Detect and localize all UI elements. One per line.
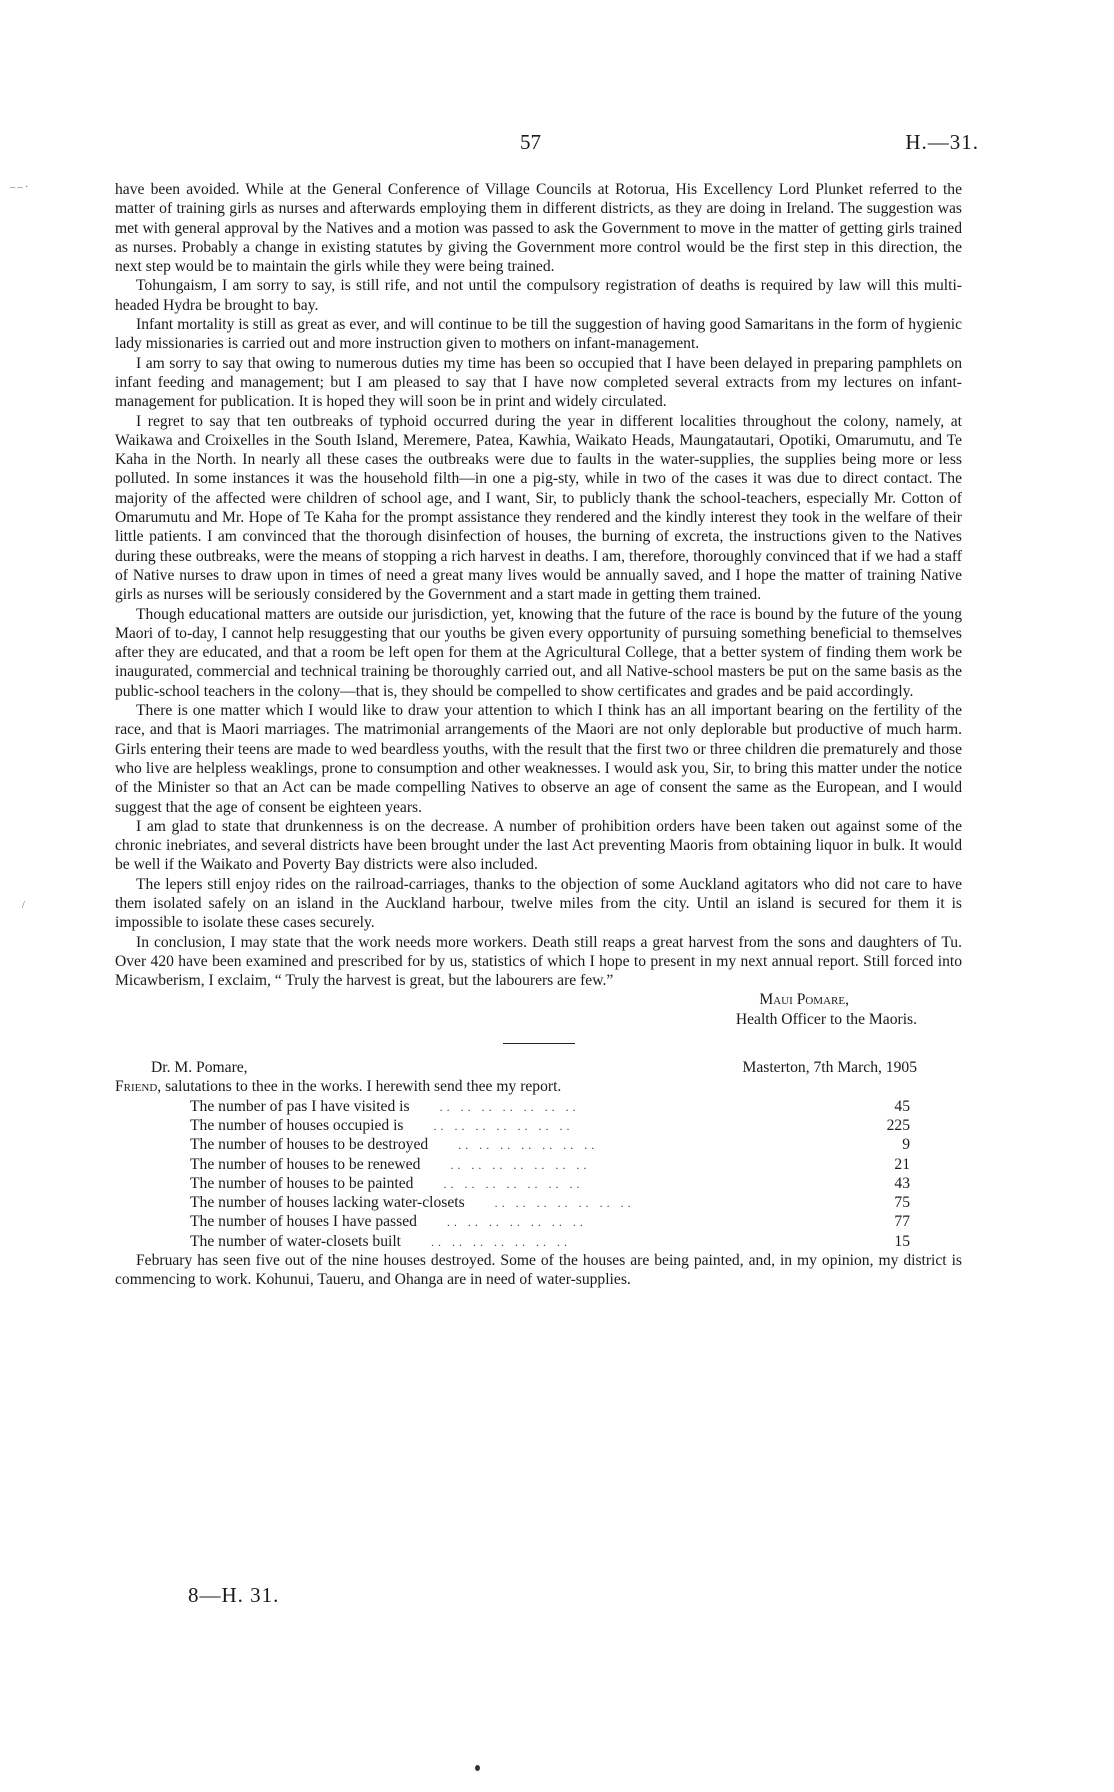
page-number: 57: [520, 130, 541, 154]
stat-label: The number of houses to be destroyed: [190, 1136, 429, 1154]
stat-label: The number of houses to be renewed: [190, 1155, 421, 1173]
stat-value: 21: [894, 1155, 910, 1173]
document-reference: H.—31.: [905, 130, 979, 154]
stat-value: 43: [894, 1174, 910, 1192]
signature-title: Health Officer to the Maoris.: [735, 1010, 917, 1028]
stat-label: The number of houses occupied is: [190, 1116, 404, 1134]
leader-dots: .. .. .. .. .. .. ..: [443, 1176, 584, 1191]
closing-paragraph: February has seen five out of the nine houses destroyed. Some of the houses are being painted, and, in my opinion, my district is commencing to work. Kohunui, Taueru, and Ohanga are in need of water-supplies.: [115, 1252, 962, 1289]
stat-value: 15: [894, 1232, 910, 1250]
greeting-word: Friend,: [115, 1078, 162, 1096]
letter-place-date: Masterton, 7th March, 1905: [742, 1059, 917, 1077]
stat-value: 75: [894, 1194, 910, 1212]
letter-recipient: Dr. M. Pomare,: [151, 1059, 248, 1077]
stat-row: [190, 1212, 910, 1231]
letter-greeting: [115, 1077, 962, 1096]
stat-value: 225: [886, 1116, 910, 1134]
paragraph: have been avoided. While at the General Conference of Village Councils at Rotorua, His Excellency Lord Plunket referred to the matter of training girls as nurses and afterwards employing them in different districts, as they are doing in Ireland. The suggestion was met with general approval by the Natives and a motion was passed to ask the Government to move in the matter of getting girls trained as nurses. Probably a change in existing statutes by giving the Government more control would be the first step in this direction, the next step would be to maintain the girls while they were being trained.: [115, 181, 962, 276]
stat-row: [190, 1135, 910, 1154]
stat-label: The number of houses to be painted: [190, 1174, 414, 1192]
stat-row: [190, 1193, 910, 1212]
stat-value: 77: [894, 1213, 910, 1231]
paragraph: There is one matter which I would like to draw your attention to which I think has an all important bearing on the fertility of the race, and that is Maori marriages. The matrimonial arrangements of the Maori are not only deplorable but productive of much harm. Girls entering their teens are made to wed beardless youths, with the result that the first two or three children die prematurely and those who live are helpless weaklings, prone to consumption and other weaknesses. I would ask you, Sir, to bring this matter under the notice of the Minister so that an Act can be made compelling Natives to observe an age of consent the same as the European, and I would suggest that the age of consent be eighteen years.: [115, 702, 962, 816]
paragraph: I am glad to state that drunkenness is on the decrease. A number of prohibition orders have been taken out against some of the chronic inebriates, and several districts have been brought under the last Act preventing Maoris from obtaining liquor in bulk. It would be well if the Waikato and Poverty Bay districts were also included.: [115, 817, 962, 874]
paragraph: In conclusion, I may state that the work needs more workers. Death still reaps a great harvest from the sons and daughters of Tu. Over 420 have been examined and prescribed for by us, statistics of which I hope to present in my next annual report. Still forced into Micawberism, I exclaim, “ Truly the harvest is great, but the labourers are few.”: [115, 933, 962, 990]
stat-value: 45: [894, 1097, 910, 1115]
greeting-text: salutations to thee in the works. I herewith send thee my report.: [161, 1078, 562, 1096]
stat-row: [190, 1155, 910, 1174]
stat-row: [190, 1174, 910, 1193]
stat-label: The number of pas I have visited is: [190, 1097, 410, 1115]
margin-mark: – – ·: [10, 182, 29, 193]
footer-reference: 8—H. 31.: [188, 1583, 280, 1607]
margin-mark: /: [22, 900, 25, 911]
signature-name: Maui Pomare,: [759, 991, 849, 1009]
stat-row: [190, 1097, 910, 1116]
leader-dots: .. .. .. .. .. .. ..: [439, 1099, 580, 1114]
leader-dots: .. .. .. .. .. .. ..: [450, 1157, 591, 1172]
leader-dots: .. .. .. .. .. .. ..: [458, 1138, 599, 1153]
paragraph: Tohungaism, I am sorry to say, is still rife, and not until the compulsory registration of deaths is required by law will this multi-headed Hydra be brought to bay.: [115, 277, 962, 314]
leader-dots: .. .. .. .. .. .. ..: [494, 1196, 635, 1211]
stat-label: The number of houses I have passed: [190, 1213, 417, 1231]
paragraph: I am sorry to say that owing to numerous duties my time has been so occupied that I have been delayed in preparing pamphlets on infant feeding and management; but I am pleased to say that I have now completed several extracts from my lectures on infant-management for publication. It is hoped they will soon be in print and widely circulated.: [115, 354, 962, 411]
paragraph: I regret to say that ten outbreaks of typhoid occurred during the year in different localities throughout the colony, namely, at Waikawa and Croixelles in the South Island, Meremere, Patea, Kawhia, Waikato Heads, Maungatautari, Opotiki, Omarumutu, and Te Kaha in the North. In nearly all these cases the outbreaks were due to faults in the water-supplies, the supplies being more or less polluted. In some instances it was the household filth—in one a pig-sty, while in two of the cases it was due to direct contact. The majority of the affected were children of school age, and I want, Sir, to publicly thank the school-teachers, especially Mr. Cotton of Omarumutu and Mr. Hope of Te Kaha for the prompt assistance they rendered and the kindly interest they took in the welfare of their little patients. I am convinced that the thorough disinfection of houses, the burning of excreta, the instructions given to the Natives during these outbreaks, were the means of stopping a rich harvest in deaths. I am, therefore, thoroughly convinced that if we had a staff of Native nurses to draw upon in times of need a great many lives would be annually saved, and I hope the matter of training Native girls as nurses will be seriously considered by the Government and a start made in getting them trained.: [115, 412, 962, 604]
stat-row: [190, 1116, 910, 1135]
paragraph: Infant mortality is still as great as ever, and will continue to be till the suggestion of having good Samaritans in the form of hygienic lady missionaries is carried out and more instruction given to mothers on infant-management.: [115, 316, 962, 353]
paragraph: The lepers still enjoy rides on the railroad-carriages, thanks to the objection of some Auckland agitators who did not care to have them isolated safely on an island in the Auckland harbour, twelve miles from the city. Until an island is secured for them it is impossible to isolate these cases securely.: [115, 875, 962, 932]
paragraph: Though educational matters are outside our jurisdiction, yet, knowing that the future of the race is bound by the future of the young Maori of to-day, I cannot help resuggesting that our youths be given every opportunity of pursuing something beneficial to themselves after they are educated, and that a room be left open for them at the Agricultural College, that a better system of finding them work be inaugurated, commercial and technical training be thoroughly carried out, and all Native-school masters be put on the same basis as the public-school teachers in the colony—that is, they should be compelled to show certificates and grades and be paid accordingly.: [115, 605, 962, 700]
leader-dots: .. .. .. .. .. .. ..: [446, 1215, 587, 1230]
letter-heading: [115, 1058, 962, 1077]
signature-block: [115, 990, 962, 1029]
section-divider: [503, 1043, 575, 1044]
leader-dots: .. .. .. .. .. .. ..: [433, 1118, 574, 1133]
report-body: [115, 180, 962, 1290]
page-header: [0, 130, 1114, 160]
stat-row: [190, 1232, 910, 1251]
stat-label: The number of houses lacking water-closets: [190, 1194, 465, 1212]
stat-label: The number of water-closets built: [190, 1232, 402, 1250]
statistics-list: [190, 1097, 910, 1251]
stat-value: 9: [902, 1136, 910, 1154]
page-mark-dot: [475, 1765, 480, 1771]
leader-dots: .. .. .. .. .. .. ..: [431, 1234, 572, 1249]
